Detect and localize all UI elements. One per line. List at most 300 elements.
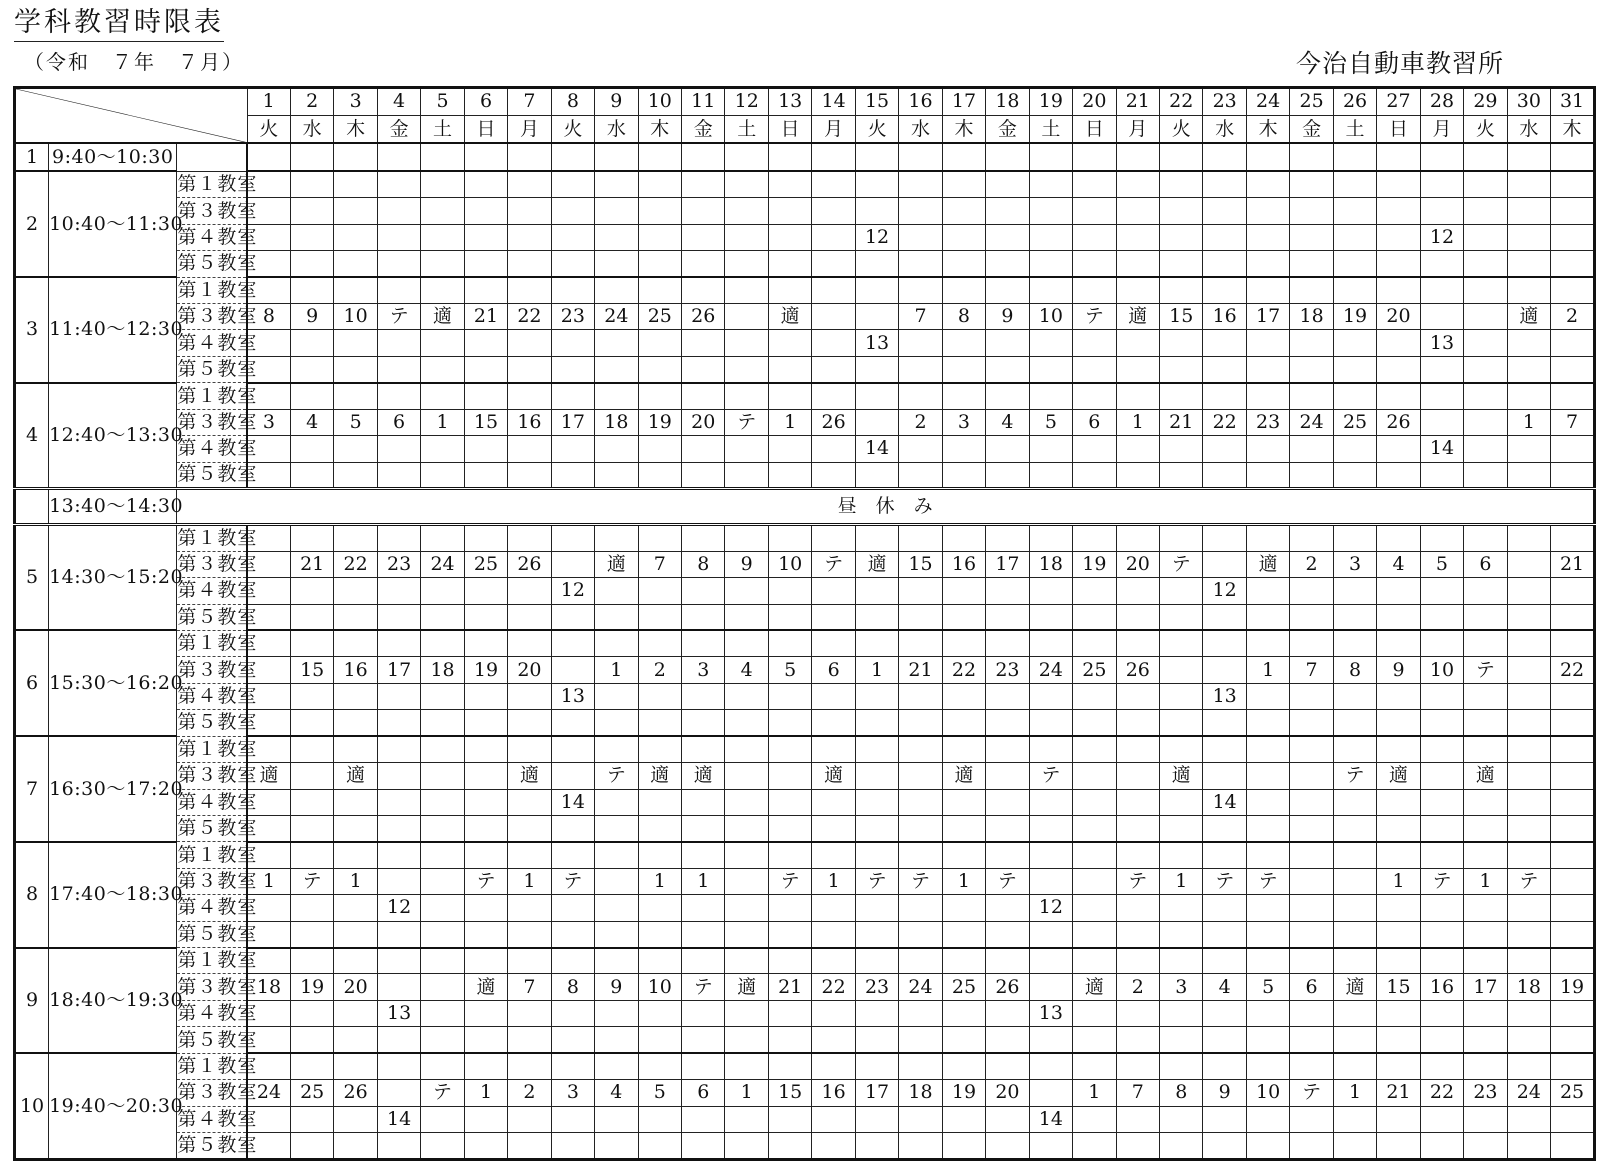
schedule-cell	[290, 604, 333, 630]
schedule-cell	[290, 948, 333, 974]
schedule-cell	[595, 789, 638, 815]
schedule-cell: 1	[1377, 868, 1420, 894]
room-label: 第１教室	[177, 277, 247, 303]
schedule-cell: 1	[768, 409, 811, 435]
schedule-cell	[334, 1000, 377, 1026]
schedule-cell	[1246, 251, 1289, 277]
schedule-cell	[1203, 736, 1246, 762]
schedule-cell	[1160, 657, 1203, 683]
schedule-cell	[1073, 277, 1116, 303]
schedule-cell	[551, 224, 594, 250]
schedule-cell	[682, 330, 725, 356]
schedule-cell	[1290, 710, 1333, 736]
schedule-cell	[1420, 895, 1463, 921]
schedule-cell	[377, 330, 420, 356]
schedule-cell: 20	[334, 974, 377, 1000]
schedule-cell	[768, 948, 811, 974]
schedule-cell	[1116, 683, 1159, 709]
schedule-cell	[1116, 436, 1159, 462]
schedule-cell	[1160, 143, 1203, 171]
schedule-cell	[1420, 171, 1463, 197]
schedule-cell	[1507, 198, 1550, 224]
day-number: 2	[290, 88, 333, 116]
day-number: 5	[421, 88, 464, 116]
school-name: 今治自動車教習所	[1295, 49, 1504, 78]
schedule-cell	[1333, 868, 1376, 894]
schedule-cell: 3	[1160, 974, 1203, 1000]
schedule-cell	[1464, 143, 1507, 171]
schedule-cell	[1116, 1133, 1159, 1160]
schedule-cell	[377, 143, 420, 171]
schedule-cell	[595, 143, 638, 171]
schedule-cell	[768, 1027, 811, 1053]
schedule-cell: 23	[1464, 1080, 1507, 1106]
schedule-cell	[942, 171, 985, 197]
schedule-cell	[986, 171, 1029, 197]
schedule-cell	[986, 224, 1029, 250]
schedule-cell: テ	[855, 868, 898, 894]
schedule-cell	[942, 1000, 985, 1026]
schedule-cell	[1551, 1106, 1595, 1132]
day-of-week: 火	[551, 115, 594, 143]
schedule-cell	[1464, 921, 1507, 947]
period-time: 9:40～10:30	[49, 143, 177, 171]
schedule-cell	[855, 1000, 898, 1026]
schedule-cell	[1073, 842, 1116, 868]
schedule-cell	[1116, 604, 1159, 630]
room-label: 第１教室	[177, 630, 247, 656]
schedule-cell	[1377, 815, 1420, 841]
schedule-cell	[638, 578, 681, 604]
schedule-cell	[464, 251, 507, 277]
schedule-cell: 適	[334, 763, 377, 789]
schedule-cell: 1	[421, 409, 464, 435]
schedule-cell: テ	[725, 409, 768, 435]
schedule-cell	[421, 356, 464, 382]
schedule-cell	[899, 383, 942, 409]
schedule-cell	[725, 1053, 768, 1079]
schedule-cell	[421, 251, 464, 277]
schedule-cell	[1246, 224, 1289, 250]
schedule-cell	[1160, 921, 1203, 947]
schedule-cell	[638, 1133, 681, 1160]
day-of-week: 水	[1203, 115, 1246, 143]
schedule-cell	[421, 683, 464, 709]
schedule-cell	[1333, 171, 1376, 197]
schedule-cell	[1290, 842, 1333, 868]
schedule-cell	[1029, 948, 1072, 974]
schedule-cell: 20	[508, 657, 551, 683]
schedule-cell	[1507, 763, 1550, 789]
schedule-cell	[768, 815, 811, 841]
schedule-cell	[1507, 630, 1550, 656]
schedule-cell: 17	[377, 657, 420, 683]
schedule-cell	[899, 630, 942, 656]
period-time: 15:30～16:20	[49, 630, 177, 736]
schedule-cell	[421, 736, 464, 762]
schedule-cell	[1333, 1106, 1376, 1132]
schedule-cell	[1464, 198, 1507, 224]
schedule-cell: 15	[1160, 304, 1203, 330]
schedule-cell	[551, 277, 594, 303]
schedule-cell	[1333, 921, 1376, 947]
room-label: 第３教室	[177, 198, 247, 224]
schedule-cell	[1464, 436, 1507, 462]
schedule-cell	[1420, 630, 1463, 656]
schedule-cell	[725, 736, 768, 762]
schedule-cell	[1290, 789, 1333, 815]
schedule-cell	[1420, 1000, 1463, 1026]
schedule-cell	[812, 710, 855, 736]
schedule-cell	[942, 277, 985, 303]
schedule-cell	[334, 525, 377, 551]
room-label: 第５教室	[177, 710, 247, 736]
day-number: 16	[899, 88, 942, 116]
schedule-cell	[725, 895, 768, 921]
schedule-cell	[768, 1000, 811, 1026]
schedule-cell	[1073, 436, 1116, 462]
schedule-cell	[508, 198, 551, 224]
schedule-cell	[942, 789, 985, 815]
schedule-cell	[725, 842, 768, 868]
schedule-cell: 9	[986, 304, 1029, 330]
schedule-cell	[508, 1027, 551, 1053]
schedule-cell	[1116, 710, 1159, 736]
schedule-cell: テ	[551, 868, 594, 894]
schedule-cell	[1464, 895, 1507, 921]
schedule-cell	[1116, 251, 1159, 277]
schedule-cell	[1551, 251, 1595, 277]
schedule-cell	[986, 789, 1029, 815]
schedule-cell	[551, 604, 594, 630]
schedule-cell	[768, 604, 811, 630]
schedule-cell	[812, 198, 855, 224]
schedule-cell: 1	[1507, 409, 1550, 435]
schedule-cell	[768, 789, 811, 815]
schedule-cell	[1333, 143, 1376, 171]
schedule-cell	[942, 330, 985, 356]
day-of-week: 土	[725, 115, 768, 143]
schedule-cell	[638, 330, 681, 356]
room-label: 第３教室	[177, 868, 247, 894]
schedule-cell	[1246, 277, 1289, 303]
schedule-cell	[812, 171, 855, 197]
schedule-cell: 適	[1160, 763, 1203, 789]
schedule-cell	[1160, 710, 1203, 736]
schedule-cell	[1246, 921, 1289, 947]
schedule-cell	[377, 974, 420, 1000]
schedule-cell	[334, 895, 377, 921]
schedule-cell	[1377, 383, 1420, 409]
schedule-cell	[1116, 462, 1159, 488]
schedule-cell	[1377, 842, 1420, 868]
schedule-cell	[290, 1027, 333, 1053]
day-of-week: 月	[1116, 115, 1159, 143]
schedule-cell	[1029, 525, 1072, 551]
schedule-cell	[551, 1133, 594, 1160]
schedule-cell	[1029, 842, 1072, 868]
schedule-cell	[334, 224, 377, 250]
schedule-cell	[986, 1000, 1029, 1026]
schedule-cell	[855, 143, 898, 171]
schedule-cell: 26	[1377, 409, 1420, 435]
schedule-cell	[682, 736, 725, 762]
schedule-cell: 16	[812, 1080, 855, 1106]
schedule-cell: 17	[551, 409, 594, 435]
schedule-cell	[1420, 604, 1463, 630]
schedule-cell	[1464, 842, 1507, 868]
schedule-cell	[1029, 462, 1072, 488]
schedule-cell	[682, 1133, 725, 1160]
schedule-cell: 適	[942, 763, 985, 789]
schedule-cell	[508, 1000, 551, 1026]
schedule-cell	[1073, 1027, 1116, 1053]
schedule-cell	[1246, 171, 1289, 197]
schedule-cell: 22	[334, 551, 377, 577]
day-of-week: 木	[1246, 115, 1289, 143]
schedule-cell	[1116, 277, 1159, 303]
room-label: 第１教室	[177, 1053, 247, 1079]
schedule-cell	[551, 1106, 594, 1132]
schedule-cell	[595, 1106, 638, 1132]
schedule-cell	[1551, 462, 1595, 488]
schedule-cell	[1246, 383, 1289, 409]
schedule-cell	[1073, 330, 1116, 356]
schedule-cell	[1073, 356, 1116, 382]
schedule-cell	[725, 251, 768, 277]
schedule-cell	[899, 842, 942, 868]
schedule-cell	[855, 948, 898, 974]
schedule-cell: 適	[855, 551, 898, 577]
schedule-cell	[682, 277, 725, 303]
schedule-cell	[1160, 948, 1203, 974]
schedule-cell	[899, 1000, 942, 1026]
schedule-cell	[421, 763, 464, 789]
schedule-cell: 24	[1029, 657, 1072, 683]
schedule-cell: 適	[768, 304, 811, 330]
day-of-week: 金	[377, 115, 420, 143]
schedule-cell	[334, 171, 377, 197]
schedule-cell	[855, 842, 898, 868]
schedule-cell	[1551, 815, 1595, 841]
day-of-week: 木	[1551, 115, 1595, 143]
schedule-cell	[942, 1053, 985, 1079]
schedule-cell	[334, 842, 377, 868]
schedule-cell: 2	[638, 657, 681, 683]
schedule-cell	[595, 842, 638, 868]
schedule-cell	[855, 251, 898, 277]
schedule-cell	[290, 436, 333, 462]
day-number: 6	[464, 88, 507, 116]
schedule-cell	[899, 948, 942, 974]
schedule-cell	[551, 763, 594, 789]
schedule-cell	[1377, 525, 1420, 551]
schedule-cell	[464, 143, 507, 171]
schedule-cell	[595, 224, 638, 250]
day-number: 25	[1290, 88, 1333, 116]
schedule-cell	[421, 578, 464, 604]
schedule-cell	[1420, 251, 1463, 277]
schedule-cell	[942, 525, 985, 551]
schedule-cell	[899, 198, 942, 224]
schedule-cell	[1333, 683, 1376, 709]
schedule-cell	[1507, 462, 1550, 488]
day-of-week: 土	[421, 115, 464, 143]
schedule-cell	[1203, 895, 1246, 921]
schedule-cell	[1551, 1000, 1595, 1026]
schedule-cell: 12	[1029, 895, 1072, 921]
schedule-cell	[377, 842, 420, 868]
schedule-cell	[1464, 330, 1507, 356]
schedule-cell: 1	[725, 1080, 768, 1106]
schedule-cell	[682, 630, 725, 656]
schedule-cell	[1029, 736, 1072, 762]
schedule-cell: 適	[1116, 304, 1159, 330]
schedule-cell	[334, 578, 377, 604]
schedule-cell	[290, 224, 333, 250]
schedule-cell	[682, 895, 725, 921]
schedule-cell	[986, 683, 1029, 709]
schedule-cell	[1029, 710, 1072, 736]
schedule-cell: 1	[1116, 409, 1159, 435]
schedule-cell	[1116, 736, 1159, 762]
schedule-cell	[464, 763, 507, 789]
schedule-cell	[1507, 578, 1550, 604]
schedule-cell	[682, 525, 725, 551]
schedule-cell	[768, 578, 811, 604]
schedule-cell	[942, 143, 985, 171]
schedule-cell: 4	[725, 657, 768, 683]
schedule-cell	[1073, 1000, 1116, 1026]
schedule-cell: 5	[638, 1080, 681, 1106]
schedule-cell	[638, 198, 681, 224]
schedule-cell	[1551, 578, 1595, 604]
schedule-cell	[899, 736, 942, 762]
schedule-cell: 10	[768, 551, 811, 577]
schedule-cell	[1203, 1053, 1246, 1079]
schedule-cell	[942, 710, 985, 736]
schedule-cell	[1073, 683, 1116, 709]
schedule-cell	[768, 895, 811, 921]
schedule-cell: 適	[508, 763, 551, 789]
day-number: 8	[551, 88, 594, 116]
schedule-cell	[1551, 1133, 1595, 1160]
schedule-cell	[638, 736, 681, 762]
schedule-cell: 12	[377, 895, 420, 921]
schedule-cell	[1507, 171, 1550, 197]
schedule-cell	[942, 251, 985, 277]
schedule-cell	[1551, 868, 1595, 894]
schedule-cell	[1029, 198, 1072, 224]
room-label: 第４教室	[177, 1106, 247, 1132]
schedule-cell	[1073, 251, 1116, 277]
schedule-cell	[768, 383, 811, 409]
schedule-cell	[942, 736, 985, 762]
schedule-cell	[508, 1133, 551, 1160]
schedule-cell	[1551, 436, 1595, 462]
page-title: 学科教習時限表	[14, 6, 224, 42]
schedule-cell	[1160, 578, 1203, 604]
schedule-cell	[1246, 710, 1289, 736]
schedule-cell: 1	[595, 657, 638, 683]
schedule-cell	[1507, 948, 1550, 974]
schedule-cell: 適	[682, 763, 725, 789]
schedule-cell	[1246, 630, 1289, 656]
schedule-cell: 1	[247, 868, 290, 894]
schedule-cell: 14	[1420, 436, 1463, 462]
schedule-cell	[377, 1027, 420, 1053]
schedule-cell	[377, 525, 420, 551]
schedule-cell	[377, 462, 420, 488]
schedule-cell	[855, 198, 898, 224]
schedule-cell	[1377, 436, 1420, 462]
schedule-cell	[421, 1106, 464, 1132]
schedule-cell	[1290, 436, 1333, 462]
schedule-cell	[1464, 525, 1507, 551]
day-number: 12	[725, 88, 768, 116]
schedule-cell	[725, 198, 768, 224]
schedule-cell	[1333, 736, 1376, 762]
schedule-cell	[725, 356, 768, 382]
schedule-cell	[1377, 143, 1420, 171]
schedule-cell	[638, 1000, 681, 1026]
schedule-cell	[1029, 224, 1072, 250]
schedule-cell	[1029, 436, 1072, 462]
schedule-cell: 適	[1507, 304, 1550, 330]
schedule-cell	[899, 143, 942, 171]
schedule-cell	[1464, 736, 1507, 762]
schedule-cell: 13	[1203, 683, 1246, 709]
schedule-cell	[986, 143, 1029, 171]
schedule-cell: 17	[1464, 974, 1507, 1000]
schedule-cell	[1507, 895, 1550, 921]
schedule-cell	[1420, 383, 1463, 409]
schedule-cell	[725, 630, 768, 656]
schedule-cell	[812, 383, 855, 409]
schedule-cell	[508, 630, 551, 656]
schedule-cell	[464, 330, 507, 356]
schedule-cell	[421, 842, 464, 868]
schedule-cell	[942, 462, 985, 488]
schedule-cell	[421, 224, 464, 250]
schedule-cell	[1507, 330, 1550, 356]
schedule-cell	[725, 578, 768, 604]
schedule-cell	[942, 224, 985, 250]
schedule-cell	[682, 198, 725, 224]
schedule-cell	[1507, 736, 1550, 762]
schedule-cell	[1116, 630, 1159, 656]
schedule-cell	[1377, 736, 1420, 762]
schedule-cell	[1377, 578, 1420, 604]
schedule-cell	[1464, 277, 1507, 303]
schedule-cell	[1551, 604, 1595, 630]
schedule-cell	[942, 1133, 985, 1160]
schedule-cell: 20	[682, 409, 725, 435]
schedule-cell	[290, 736, 333, 762]
schedule-cell: 14	[551, 789, 594, 815]
schedule-cell	[1246, 815, 1289, 841]
day-number: 28	[1420, 88, 1463, 116]
schedule-cell	[942, 1106, 985, 1132]
schedule-cell	[464, 1133, 507, 1160]
schedule-cell: 8	[942, 304, 985, 330]
schedule-cell: 18	[595, 409, 638, 435]
schedule-cell	[986, 525, 1029, 551]
schedule-cell	[638, 1053, 681, 1079]
schedule-cell	[377, 1133, 420, 1160]
schedule-cell	[1203, 251, 1246, 277]
schedule-cell: 9	[1377, 657, 1420, 683]
